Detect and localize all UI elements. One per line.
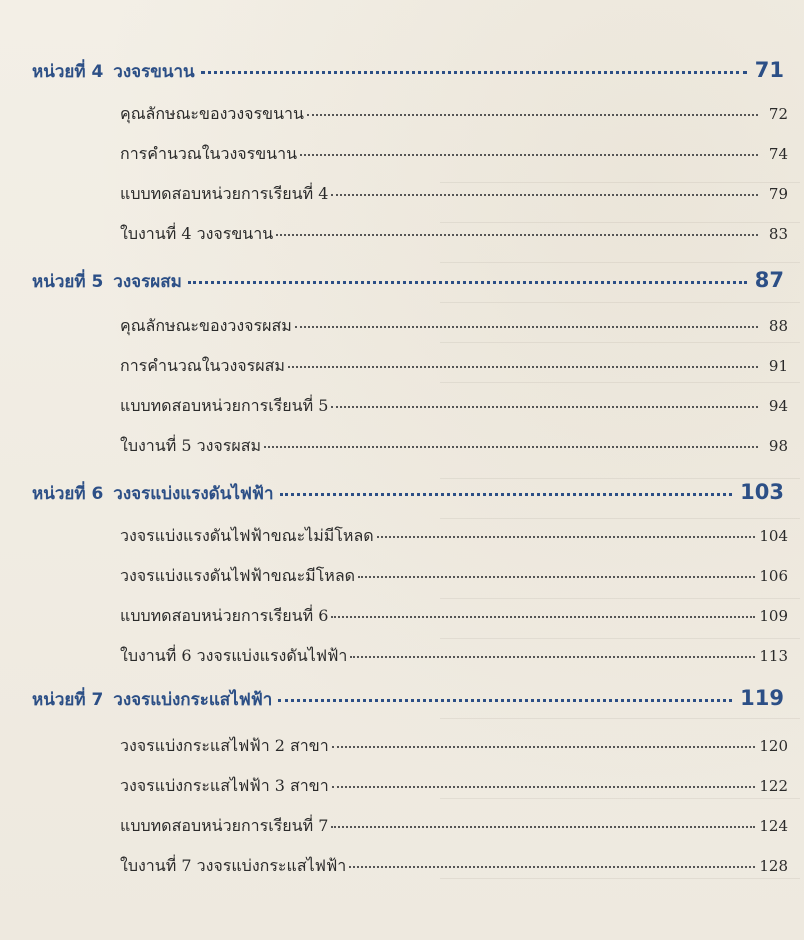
bleed-through-line [440,598,800,599]
entry-title: ใบงานที่ 6 วงจรแบ่งแรงดันไฟฟ้า [120,646,348,665]
entry-title: วงจรแบ่งแรงดันไฟฟ้าขณะมีโหลด [120,566,356,585]
toc-entry [120,102,788,130]
dot-leader [332,786,756,788]
unit-page-number: 103 [740,480,784,504]
entry-page-number: 72 [768,105,788,123]
toc-entry [120,222,788,250]
unit-title: วงจรผสม [113,272,182,292]
entry-title: วงจรแบ่งกระแสไฟฟ้า 3 สาขา [120,776,329,795]
entry-title: วงจรแบ่งแรงดันไฟฟ้าขณะไม่มีโหลด [120,526,374,545]
dot-leader [288,366,758,368]
entry-page-number: 106 [759,567,788,585]
entry-title: คุณลักษณะของวงจรขนาน [120,104,304,123]
unit-label: หน่วยที่ 4 [32,62,104,82]
toc-entry [120,604,788,632]
entry-title: วงจรแบ่งกระแสไฟฟ้า 2 สาขา [120,736,329,755]
toc-entry [120,774,788,802]
entry-title: แบบทดสอบหน่วยการเรียนที่ 7 [120,816,329,835]
entry-title: คุณลักษณะของวงจรผสม [120,316,292,335]
dot-leader [358,576,755,578]
entry-page-number: 79 [768,185,788,203]
unit-title: วงจรแบ่งแรงดันไฟฟ้า [113,484,274,504]
bleed-through-line [440,638,800,639]
dot-leader [264,446,758,448]
unit-label: หน่วยที่ 7 [32,690,104,710]
dot-leader [201,71,747,74]
dot-leader [331,826,755,828]
entry-title: ใบงานที่ 7 วงจรแบ่งกระแสไฟฟ้า [120,856,347,875]
dot-leader [307,114,758,116]
entry-page-number: 113 [759,647,788,665]
unit-page-number: 71 [754,58,784,82]
entry-page-number: 104 [759,527,788,545]
entry-title: ใบงานที่ 4 วงจรขนาน [120,224,274,243]
dot-leader [276,234,758,236]
unit-title: วงจรแบ่งกระแสไฟฟ้า [113,690,273,710]
entry-title: แบบทดสอบหน่วยการเรียนที่ 4 [120,184,329,203]
toc-entry [120,734,788,762]
toc-entry [120,854,788,882]
toc-entry [120,182,788,210]
dot-leader [188,281,747,284]
entry-title: ใบงานที่ 5 วงจรผสม [120,436,262,455]
unit-label: หน่วยที่ 5 [32,272,104,292]
dot-leader [350,656,755,658]
dot-leader [295,326,758,328]
dot-leader [331,406,758,408]
toc-entry [120,564,788,592]
unit-page-number: 119 [740,686,784,710]
bleed-through-line [440,518,800,519]
entry-title: แบบทดสอบหน่วยการเรียนที่ 6 [120,606,329,625]
unit-label: หน่วยที่ 6 [32,484,104,504]
bleed-through-line [440,718,800,719]
bleed-through-line [440,478,800,479]
unit-heading-4 [32,58,784,88]
toc-entry [120,814,788,842]
unit-heading-7 [32,686,784,716]
toc-entry [120,434,788,462]
toc-entry [120,524,788,552]
bleed-through-line [440,302,800,303]
toc-entry [120,354,788,382]
entry-title: การคำนวณในวงจรผสม [120,356,285,375]
entry-page-number: 94 [768,397,788,415]
toc-entry [120,394,788,422]
entry-title: แบบทดสอบหน่วยการเรียนที่ 5 [120,396,329,415]
entry-page-number: 88 [768,317,788,335]
entry-page-number: 83 [768,225,788,243]
dot-leader [331,194,758,196]
unit-heading-6 [32,480,784,510]
dot-leader [349,866,755,868]
unit-heading-5 [32,268,784,298]
entry-page-number: 91 [768,357,788,375]
dot-leader [332,746,756,748]
dot-leader [331,616,755,618]
bleed-through-line [440,262,800,263]
toc-entry [120,314,788,342]
entry-title: การคำนวณในวงจรขนาน [120,144,298,163]
bleed-through-line [440,382,800,383]
entry-page-number: 128 [759,857,788,875]
entry-page-number: 98 [768,437,788,455]
entry-page-number: 120 [759,737,788,755]
unit-title: วงจรขนาน [113,62,195,82]
unit-page-number: 87 [754,268,784,292]
entry-page-number: 124 [759,817,788,835]
entry-page-number: 122 [759,777,788,795]
toc-entry [120,644,788,672]
dot-leader [278,699,732,702]
dot-leader [300,154,758,156]
entry-page-number: 109 [759,607,788,625]
dot-leader [280,493,733,496]
bleed-through-line [440,342,800,343]
entry-page-number: 74 [768,145,788,163]
toc-entry [120,142,788,170]
dot-leader [377,536,756,538]
